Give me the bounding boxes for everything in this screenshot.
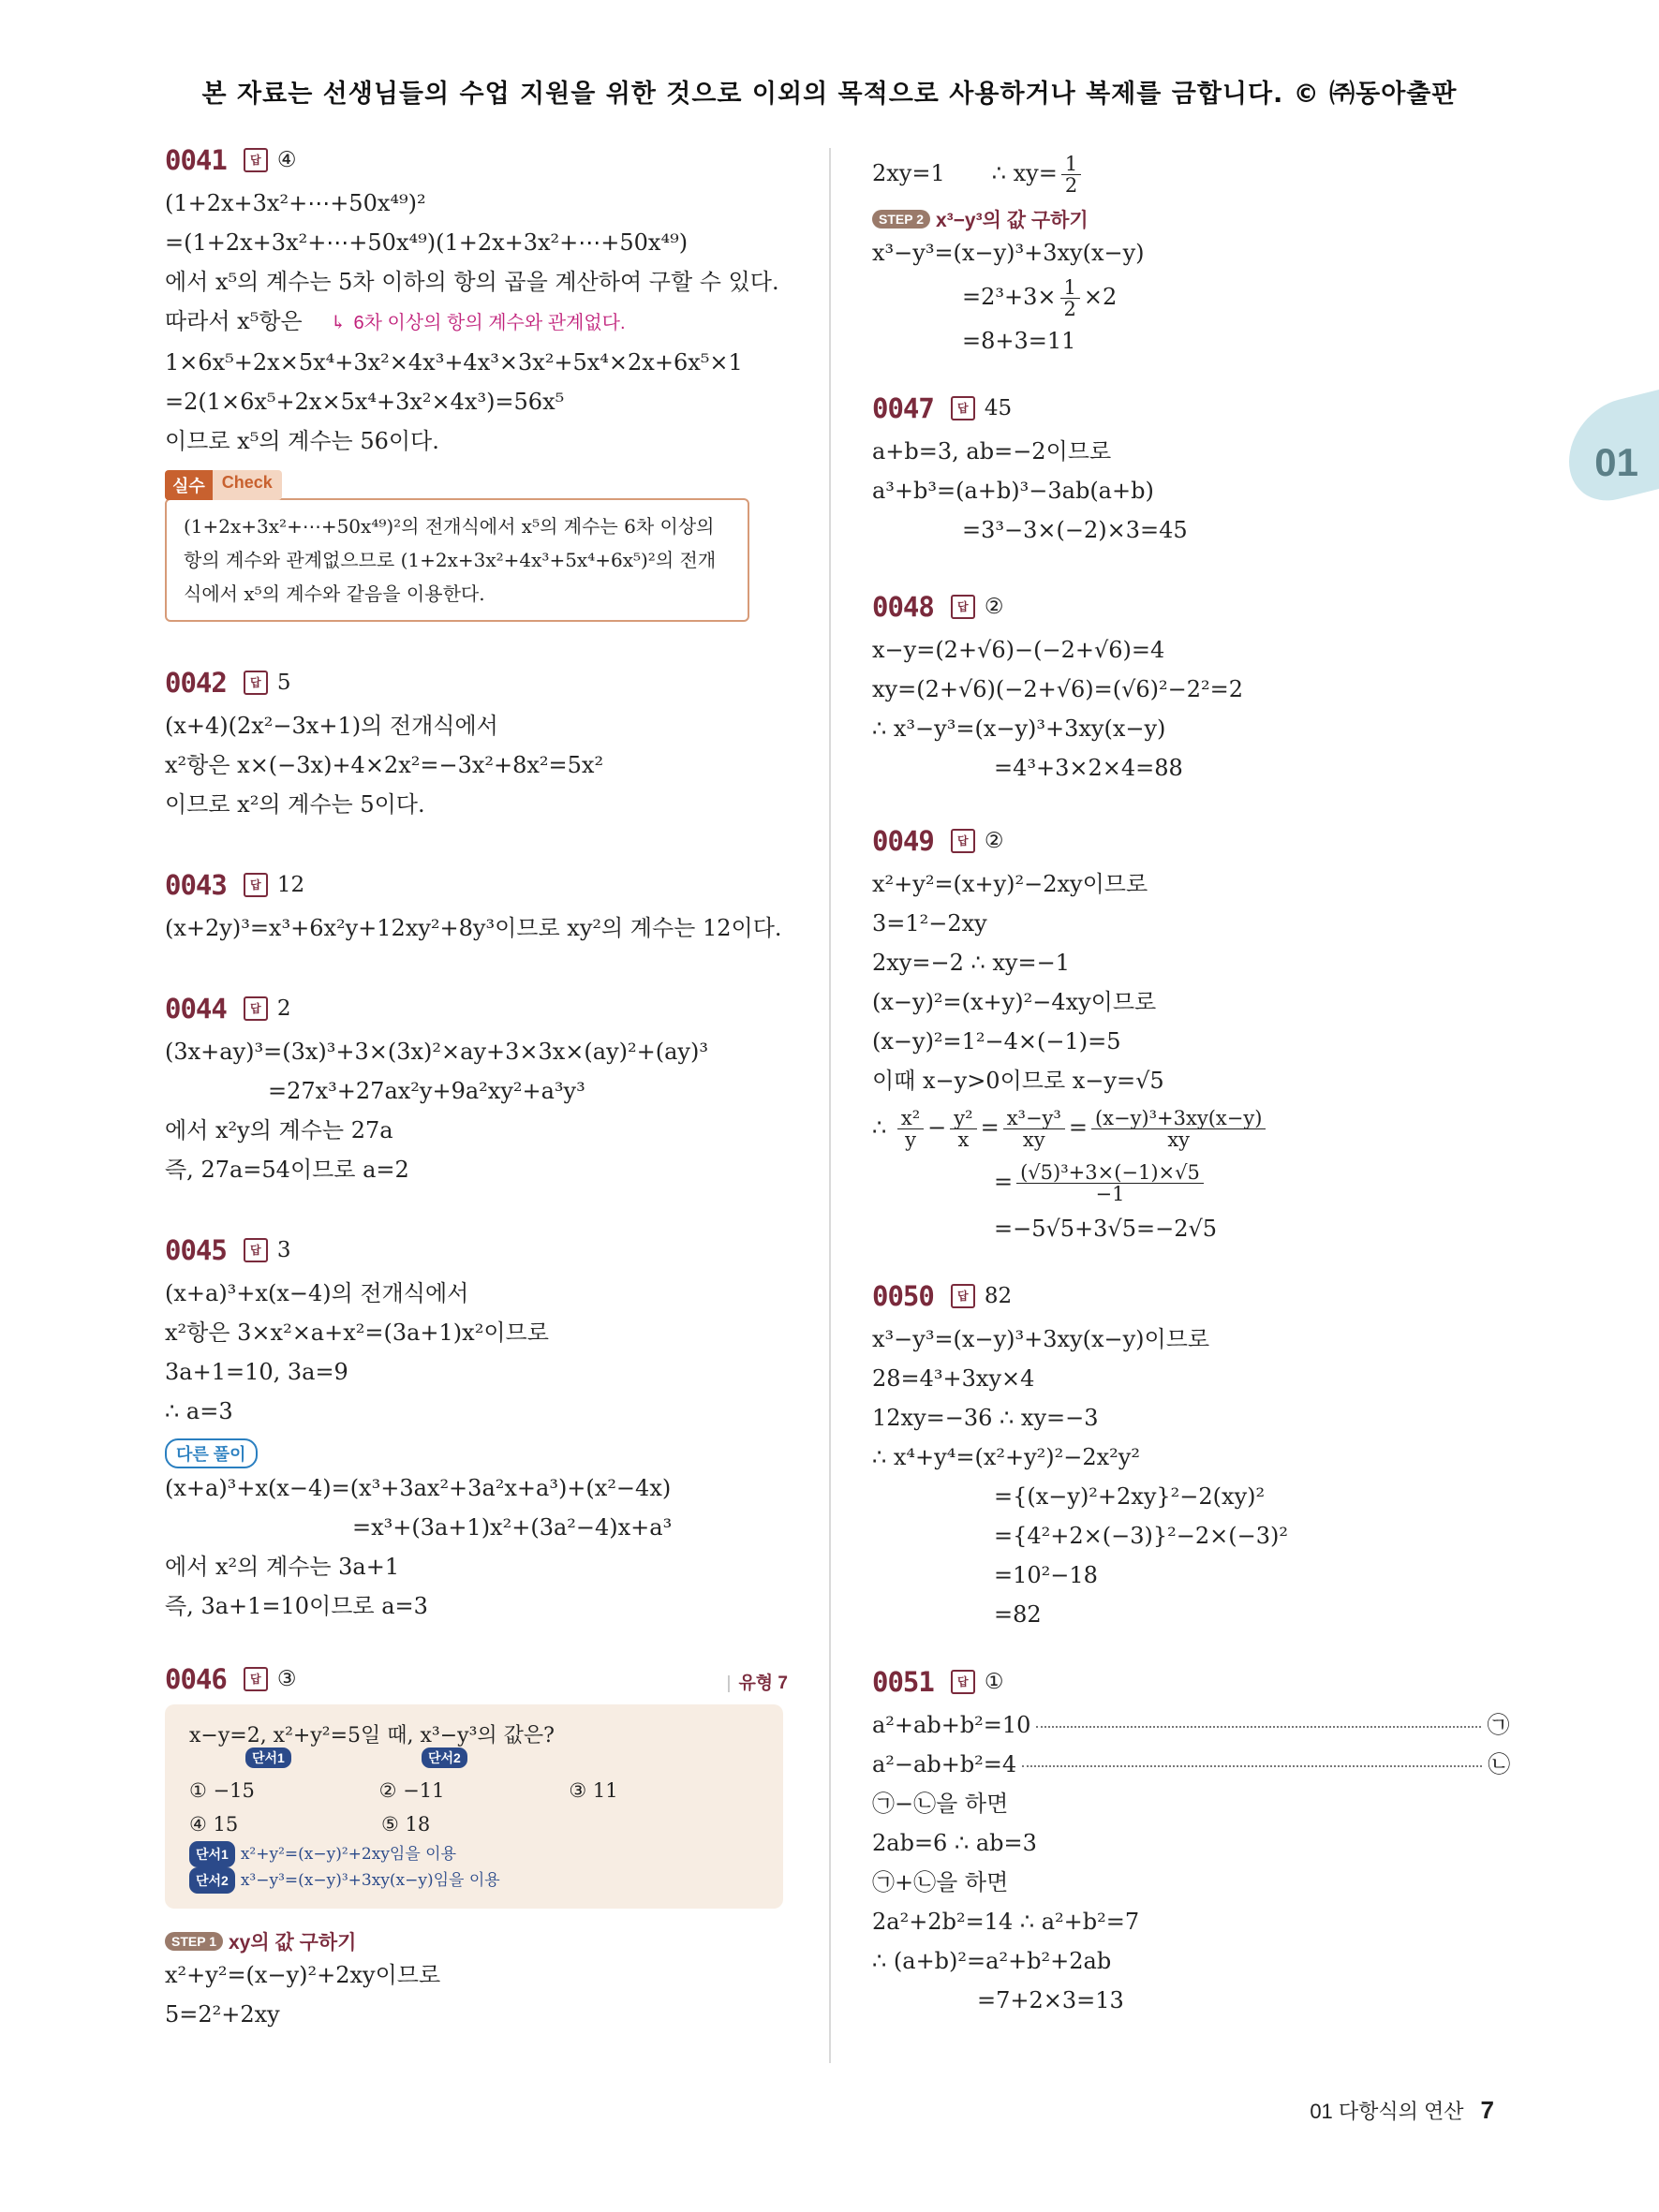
- fraction-denominator: xy: [1167, 1128, 1191, 1151]
- problem-number: 0041: [165, 144, 227, 176]
- step-1-heading: [165, 1927, 356, 1955]
- mistake-check-tag: [165, 470, 282, 500]
- equation-text: a²+ab+b²=10: [872, 1712, 1031, 1738]
- clue-2-text: x³−y³=(x−y)³+3xy(x−y)임을 이용: [240, 1871, 500, 1890]
- solution-line: ∴ x³−y³=(x−y)³+3xy(x−y): [872, 715, 1166, 742]
- answer-icon: 답: [951, 595, 975, 619]
- clue-1-badge: 단서1: [189, 1841, 235, 1867]
- solution-line: ∴ a=3: [165, 1398, 233, 1424]
- problem-number: 0044: [165, 993, 227, 1025]
- answer-value: 3: [276, 1238, 291, 1262]
- fraction-numerator: (√5)³+3×(−1)×√5: [1016, 1162, 1204, 1184]
- problem-0041: [165, 140, 788, 622]
- clue-1-text: x²+y²=(x−y)²+2xy임을 이용: [240, 1845, 457, 1864]
- solution-line: a³+b³=(a+b)³−3ab(a+b): [872, 478, 1154, 504]
- solution-text: ∴ xy=: [991, 160, 1058, 186]
- step-badge: STEP 2: [872, 210, 930, 229]
- problem-0049: [872, 821, 1509, 1248]
- solution-line: =27x³+27ax²y+9a²xy²+a³y³: [268, 1078, 585, 1104]
- clue-1-hint: [189, 1841, 759, 1867]
- answer-value: ②: [984, 829, 1004, 853]
- problem-0047: [872, 389, 1509, 550]
- solution-line: (x−y)²=(x+y)²−4xy이므로: [872, 989, 1157, 1015]
- solution-line: =10²−18: [994, 1562, 1098, 1588]
- solution-line: 이때 x−y>0이므로 x−y=√5: [872, 1068, 1164, 1094]
- solution-line: (x+4)(2x²−3x+1)의 전개식에서: [165, 713, 498, 739]
- fraction-numerator: x²: [897, 1108, 924, 1129]
- answer-icon: 답: [244, 1238, 268, 1262]
- equation-marker: ㉡: [1488, 1751, 1511, 1777]
- answer-icon: 답: [951, 1670, 975, 1694]
- solution-line: 에서 x²y의 계수는 27a: [165, 1117, 393, 1143]
- clue-1-badge: 단서1: [245, 1747, 291, 1768]
- solution-line: (1+2x+3x²+⋯+50x⁴⁹)²: [165, 190, 426, 216]
- solution-line: x²항은 3×x²×a+x²=(3a+1)x²이므로: [165, 1320, 549, 1346]
- solution-line: [872, 1705, 1509, 1745]
- answer-icon: 답: [951, 829, 975, 853]
- solution-line: 3a+1=10, 3a=9: [165, 1359, 348, 1385]
- solution-line: 즉, 27a=54이므로 a=2: [165, 1157, 409, 1183]
- answer-value: ①: [984, 1670, 1004, 1694]
- solution-line: = $\frac{\text{(√5)³+3×(−1)×√5}}{-1}$: [872, 1155, 1509, 1209]
- problem-0043: [165, 865, 788, 948]
- problem-0042: [165, 663, 788, 824]
- problem-0044: [165, 989, 788, 1189]
- solution-line: ∴ $\frac{\text{x²}}{y}$ − $\frac{\text{y²}}{x}$ = $\frac{\text{x³−y³}}{xy}$ = $\frac{\text{(x−y)³+3xy(x−y)}}{xy}$: [872, 1100, 1509, 1155]
- solution-line: 2xy=−2 ∴ xy=−1: [872, 950, 1070, 976]
- fraction: [1061, 154, 1081, 196]
- solution-line: 1×6x⁵+2x×5x⁴+3x²×4x³+4x³×3x²+5x⁴×2x+6x⁵×1: [165, 349, 743, 376]
- fraction-denominator: 2: [1063, 298, 1076, 320]
- clue-2-badge: 단서2: [422, 1747, 467, 1768]
- solution-text: 따라서 x⁵항은: [165, 308, 303, 334]
- problem-0046-continued: [872, 154, 1509, 361]
- solution-line: (x+2y)³=x³+6x²y+12xy²+8y³이므로 xy²의 계수는 12이다.: [165, 915, 782, 941]
- problem-0048: [872, 587, 1509, 788]
- answer-icon: 답: [244, 1667, 268, 1691]
- answer-value: 5: [276, 671, 291, 695]
- answer-icon: 답: [244, 996, 268, 1021]
- answer-value: ④: [276, 148, 297, 172]
- solution-line: (x−y)²=1²−4×(−1)=5: [872, 1028, 1121, 1054]
- mistake-check-box: [165, 498, 749, 622]
- fraction: [897, 1108, 924, 1150]
- solution-line: 12xy=−36 ∴ xy=−3: [872, 1405, 1099, 1431]
- problem-0045: [165, 1231, 788, 1626]
- answer-icon: 답: [951, 396, 975, 420]
- column-divider: [829, 148, 831, 2063]
- solution-line: 이므로 x⁵의 계수는 56이다.: [165, 428, 439, 454]
- problem-number: 0046: [165, 1663, 227, 1695]
- problem-number: 0043: [165, 869, 227, 901]
- options-row: [189, 1807, 759, 1841]
- page-footer: [1310, 2096, 1494, 2125]
- leader-dots: [1022, 1765, 1482, 1767]
- solution-text: 2xy=1: [872, 160, 945, 186]
- solution-line: x²+y²=(x−y)²+2xy이므로: [165, 1962, 441, 1988]
- problem-number: 0048: [872, 591, 934, 623]
- solution-line: x³−y³=(x−y)³+3xy(x−y)이므로: [872, 1326, 1210, 1352]
- fraction-numerator: (x−y)³+3xy(x−y): [1091, 1108, 1266, 1129]
- solution-line: =7+2×3=13: [977, 1987, 1124, 2013]
- solution-line: (x+a)³+x(x−4)의 전개식에서: [165, 1280, 469, 1306]
- fraction-numerator: x³−y³: [1003, 1108, 1065, 1129]
- solution-line: ㉠+㉡을 하면: [872, 1869, 1009, 1895]
- solution-line: 5=2²+2xy: [165, 2001, 280, 2028]
- step-2-heading: [872, 205, 1089, 233]
- solution-line: =82: [994, 1601, 1042, 1628]
- fraction-denominator: y: [905, 1128, 916, 1151]
- option-4: ④ 15: [189, 1813, 239, 1836]
- clue-markers: [189, 1750, 759, 1774]
- margin-note: 6차 이상의 항의 계수와 관계없다.: [353, 313, 626, 333]
- fraction-denominator: x: [957, 1128, 970, 1151]
- note-arrow-icon: ↳: [330, 311, 347, 333]
- solution-line: [872, 273, 1509, 321]
- fraction-denominator: 2: [1064, 174, 1078, 197]
- solution-line: =x³+(3a+1)x²+(3a²−4)x+a³: [352, 1514, 673, 1541]
- solution-line: x²+y²=(x+y)²−2xy이므로: [872, 871, 1148, 897]
- solution-line: =−5√5+3√5=−2√5: [994, 1216, 1218, 1242]
- solution-line: x²항은 x×(−3x)+4×2x²=−3x²+8x²=5x²: [165, 752, 604, 778]
- mistake-tag-label: 실수: [165, 470, 213, 500]
- therefore-symbol: ∴: [872, 1114, 894, 1141]
- equation-text: a²−ab+b²=4: [872, 1751, 1017, 1777]
- leader-dots: [1036, 1726, 1481, 1728]
- fraction: [1016, 1162, 1204, 1204]
- solution-line: =4³+3×2×4=88: [994, 755, 1183, 781]
- step-badge: STEP 1: [165, 1932, 223, 1951]
- solution-line: 즉, 3a+1=10이므로 a=3: [165, 1593, 428, 1619]
- answer-value: 12: [276, 873, 305, 897]
- solution-line: ={(x−y)²+2xy}²−2(xy)²: [994, 1483, 1266, 1510]
- clue-2-hint: [189, 1867, 759, 1894]
- fraction-denominator: xy: [1022, 1128, 1045, 1151]
- answer-icon: 답: [244, 671, 268, 695]
- equation-marker: ㉠: [1487, 1712, 1510, 1738]
- problem-0046: [165, 1659, 788, 2034]
- fraction-numerator: 1: [1061, 154, 1081, 175]
- solution-line: =8+3=11: [962, 328, 1076, 354]
- solution-line: ={4²+2×(−3)}²−2×(−3)²: [994, 1523, 1288, 1549]
- question-box: [165, 1704, 783, 1909]
- option-5: ⑤ 18: [381, 1813, 431, 1836]
- solution-line: [872, 1745, 1509, 1784]
- fraction-numerator: y²: [950, 1108, 976, 1129]
- solution-line: =(1+2x+3x²+⋯+50x⁴⁹)(1+2x+3x²+⋯+50x⁴⁹): [165, 229, 689, 256]
- solution-line: x³−y³=(x−y)³+3xy(x−y): [872, 240, 1145, 266]
- solution-line: =2(1×6x⁵+2x×5x⁴+3x²×4x³)=56x⁵: [165, 389, 565, 415]
- problem-number: 0047: [872, 392, 934, 424]
- option-1: ① −15: [189, 1779, 255, 1802]
- solution-line: =3³−3×(−2)×3=45: [962, 517, 1188, 543]
- answer-icon: 답: [244, 148, 268, 172]
- chapter-side-tab-number: 01: [1594, 440, 1638, 484]
- problem-number: 0051: [872, 1666, 934, 1698]
- problem-type-label: | 유형 7: [727, 1669, 789, 1694]
- solution-line: ㉠−㉡을 하면: [872, 1791, 1009, 1817]
- solution-text: ×2: [1083, 284, 1118, 310]
- problem-number: 0050: [872, 1280, 934, 1312]
- solution-line: (x+a)³+x(x−4)=(x³+3ax²+3a²x+a³)+(x²−4x): [165, 1475, 672, 1501]
- solution-line: 에서 x⁵의 계수는 5차 이하의 항의 곱을 계산하여 구할 수 있다.: [165, 269, 779, 295]
- solution-line: a+b=3, ab=−2이므로: [872, 438, 1112, 465]
- answer-value: ③: [276, 1667, 297, 1691]
- solution-text: =2³+3×: [962, 284, 1057, 310]
- problem-number: 0045: [165, 1234, 227, 1266]
- answer-value: ②: [984, 595, 1004, 619]
- chapter-title: 01 다항식의 연산: [1310, 2100, 1464, 2123]
- fraction: [1091, 1108, 1266, 1150]
- step-title: xy의 값 구하기: [229, 1932, 357, 1954]
- solution-line: 2ab=6 ∴ ab=3: [872, 1830, 1037, 1856]
- fraction: [950, 1108, 976, 1150]
- option-3: ③ 11: [569, 1779, 618, 1802]
- problem-0051: [872, 1662, 1509, 2020]
- answer-value: 82: [984, 1284, 1013, 1308]
- right-column: [872, 140, 1509, 2020]
- solution-line: (3x+ay)³=(3x)³+3×(3x)²×ay+3×3x×(ay)²+(ay)³: [165, 1039, 708, 1065]
- answer-icon: 답: [951, 1284, 975, 1308]
- solution-line: ∴ x⁴+y⁴=(x²+y²)²−2x²y²: [872, 1444, 1140, 1470]
- answer-value: 2: [276, 996, 291, 1021]
- solution-line: 2a²+2b²=14 ∴ a²+b²=7: [872, 1909, 1140, 1935]
- options-row: [189, 1774, 759, 1807]
- fraction-numerator: 1: [1060, 277, 1080, 299]
- answer-value: 45: [984, 396, 1013, 420]
- fraction-denominator: −1: [1095, 1183, 1125, 1205]
- problem-number: 0042: [165, 667, 227, 699]
- copyright-notice: 본 자료는 선생님들의 수업 지원을 위한 것으로 이외의 목적으로 사용하거나 복제를 금합니다. © ㈜동아출판: [201, 80, 1458, 109]
- solution-line: [165, 302, 788, 343]
- check-text: (1+2x+3x²+⋯+50x⁴⁹)²의 전개식에서 x⁵의 계수는 6차 이상의 항의 계수와 관계없으므로 (1+2x+3x²+4x³+5x⁴+6x⁵)²의 전개식에서 x⁵의 계수와 같음을 이용한다.: [184, 515, 717, 605]
- solution-line: 이므로 x²의 계수는 5이다.: [165, 791, 425, 818]
- solution-line: 에서 x²의 계수는 3a+1: [165, 1554, 400, 1580]
- fraction: [1003, 1108, 1065, 1150]
- check-tag-label: Check: [213, 470, 282, 500]
- solution-line: ∴ (a+b)²=a²+b²+2ab: [872, 1948, 1112, 1974]
- fraction: [1060, 277, 1080, 319]
- solution-line: x−y=(2+√6)−(−2+√6)=4: [872, 637, 1165, 663]
- solution-line: xy=(2+√6)(−2+√6)=(√6)²−2²=2: [872, 676, 1244, 702]
- problem-0050: [872, 1276, 1509, 1634]
- page-number: 7: [1480, 2096, 1494, 2124]
- answer-icon: 답: [244, 873, 268, 897]
- problem-number: 0049: [872, 825, 934, 857]
- solution-line: 3=1²−2xy: [872, 910, 987, 936]
- option-2: ② −11: [378, 1779, 445, 1802]
- clue-2-badge: 단서2: [189, 1867, 235, 1894]
- left-column: [165, 140, 788, 2034]
- step-title: x³−y³의 값 구하기: [936, 210, 1089, 231]
- alternative-solution-tag: 다른 풀이: [165, 1438, 258, 1468]
- solution-line: [872, 154, 1509, 196]
- solution-line: 28=4³+3xy×4: [872, 1365, 1035, 1392]
- question-text: x−y=2, x²+y²=5일 때, x³−y³의 값은?: [189, 1724, 555, 1747]
